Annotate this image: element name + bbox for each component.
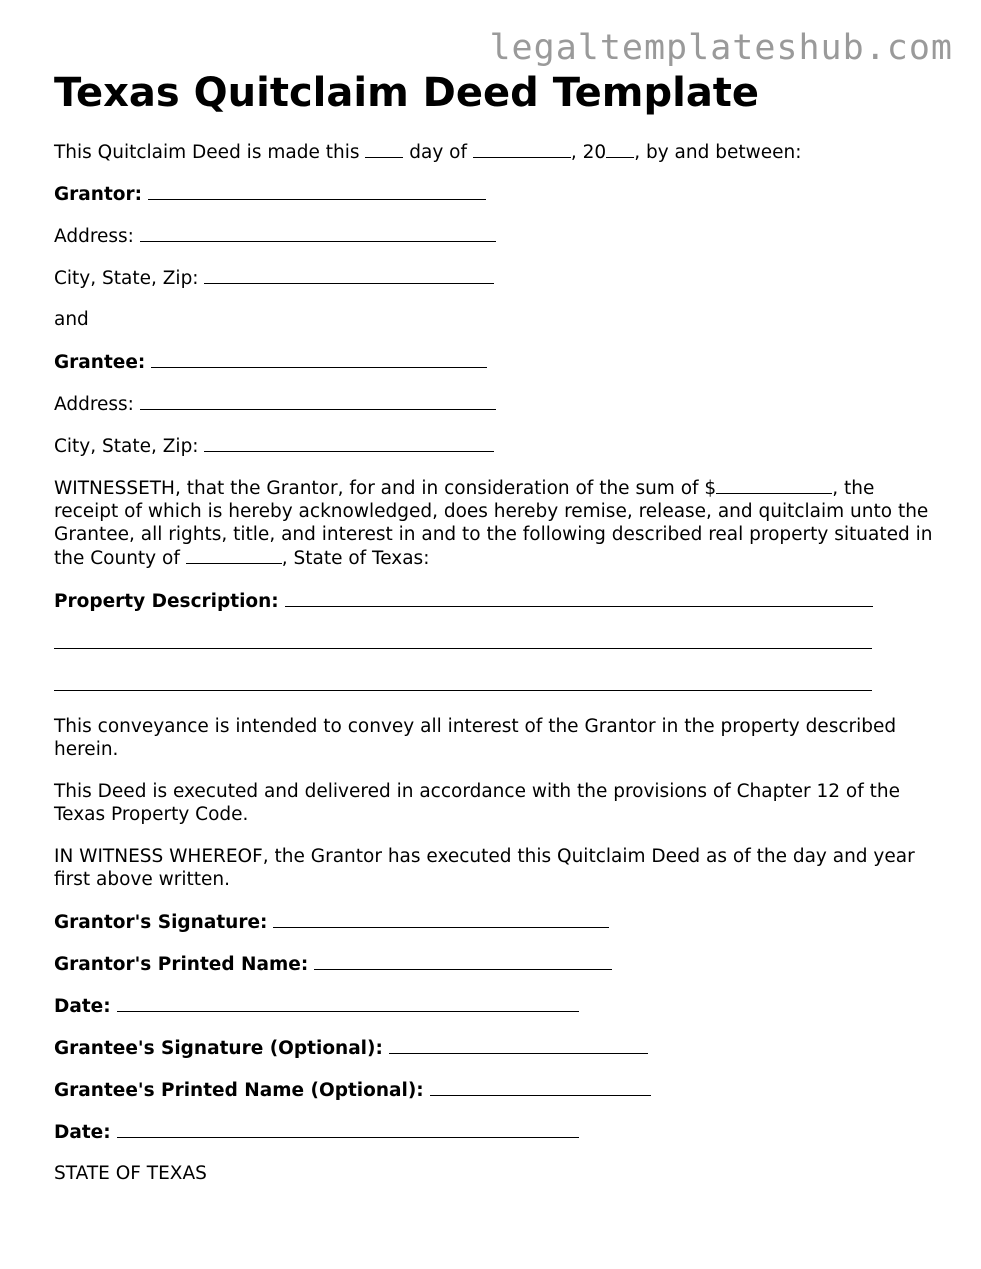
month-field[interactable] bbox=[473, 140, 571, 158]
day-field[interactable] bbox=[365, 140, 403, 158]
witnesseth-text-3: , State of Texas: bbox=[281, 548, 430, 569]
date-label-2: Date: bbox=[54, 1122, 111, 1143]
grantee-signature-field[interactable] bbox=[389, 1036, 648, 1054]
grantor-city-field[interactable] bbox=[204, 266, 494, 284]
grantee-address-label: Address: bbox=[54, 394, 134, 415]
intro-text-1: This Quitclaim Deed is made this bbox=[54, 142, 360, 163]
grantor-line bbox=[54, 182, 934, 205]
executed-paragraph: This Deed is executed and delivered in accordance with the provisions of Chapter 12 of the Texas Property Code. bbox=[54, 781, 900, 825]
grantor-printed-name-line bbox=[54, 952, 934, 975]
grantee-line bbox=[54, 350, 934, 373]
grantee-address-field[interactable] bbox=[140, 392, 496, 410]
witnesseth-paragraph bbox=[54, 476, 934, 570]
consideration-amount-field[interactable] bbox=[716, 476, 832, 494]
intro-text-3: , 20 bbox=[570, 142, 607, 163]
page-title: Texas Quitclaim Deed Template bbox=[54, 70, 760, 116]
grantor-name-field[interactable] bbox=[148, 182, 486, 200]
grantor-label: Grantor: bbox=[54, 184, 143, 205]
grantor-city-line bbox=[54, 266, 934, 289]
intro-text-2: day of bbox=[409, 142, 467, 163]
date-label-1: Date: bbox=[54, 996, 111, 1017]
grantee-signature-label: Grantee's Signature (Optional): bbox=[54, 1038, 383, 1059]
grantee-printed-name-label: Grantee's Printed Name (Optional): bbox=[54, 1080, 424, 1101]
grantor-address-label: Address: bbox=[54, 226, 134, 247]
intro-text-4: , by and between: bbox=[634, 142, 802, 163]
grantee-address-line bbox=[54, 392, 934, 415]
property-description-label: Property Description: bbox=[54, 591, 279, 612]
and-line: and bbox=[54, 309, 89, 330]
grantor-address-field[interactable] bbox=[140, 224, 496, 242]
grantee-printed-name-field[interactable] bbox=[430, 1078, 651, 1096]
grantor-signature-line bbox=[54, 910, 934, 933]
watermark: legaltemplateshub.com bbox=[489, 28, 953, 68]
grantee-name-field[interactable] bbox=[151, 350, 487, 368]
property-description-field-3[interactable] bbox=[54, 673, 872, 691]
grantee-label: Grantee: bbox=[54, 352, 146, 373]
year-field[interactable] bbox=[606, 140, 634, 158]
property-description-line-3 bbox=[54, 673, 934, 696]
document-body bbox=[54, 140, 934, 1204]
witnesseth-text-2: , the receipt of which is hereby acknowledged, does hereby remise, release, and quitclaim unto the Grantee, all rights, title, and interest in and to the following described real property situated in the County of bbox=[54, 478, 933, 569]
conveyance-paragraph: This conveyance is intended to convey all interest of the Grantor in the property described herein. bbox=[54, 716, 897, 760]
date-field-1[interactable] bbox=[117, 994, 579, 1012]
property-description-line bbox=[54, 589, 934, 612]
property-description-line-2 bbox=[54, 631, 934, 654]
date-line-1 bbox=[54, 994, 934, 1017]
in-witness-paragraph: IN WITNESS WHEREOF, the Grantor has executed this Quitclaim Deed as of the day and year first above written. bbox=[54, 846, 915, 890]
county-field[interactable] bbox=[186, 546, 282, 564]
grantee-signature-line bbox=[54, 1036, 934, 1059]
grantor-printed-name-label: Grantor's Printed Name: bbox=[54, 954, 309, 975]
witnesseth-text-1: WITNESSETH, that the Grantor, for and in consideration of the sum of $ bbox=[54, 478, 717, 499]
property-description-field-2[interactable] bbox=[54, 631, 872, 649]
date-field-2[interactable] bbox=[117, 1120, 579, 1138]
property-description-field-1[interactable] bbox=[285, 589, 873, 607]
grantor-city-label: City, State, Zip: bbox=[54, 268, 199, 289]
state-of-texas-heading: STATE OF TEXAS bbox=[54, 1163, 207, 1184]
date-line-2 bbox=[54, 1120, 934, 1143]
grantor-signature-label: Grantor's Signature: bbox=[54, 912, 268, 933]
grantor-address-line bbox=[54, 224, 934, 247]
grantor-signature-field[interactable] bbox=[273, 910, 609, 928]
grantor-printed-name-field[interactable] bbox=[314, 952, 612, 970]
intro-line bbox=[54, 140, 934, 163]
grantee-printed-name-line bbox=[54, 1078, 934, 1101]
grantee-city-label: City, State, Zip: bbox=[54, 436, 199, 457]
grantee-city-line bbox=[54, 434, 934, 457]
grantee-city-field[interactable] bbox=[204, 434, 494, 452]
